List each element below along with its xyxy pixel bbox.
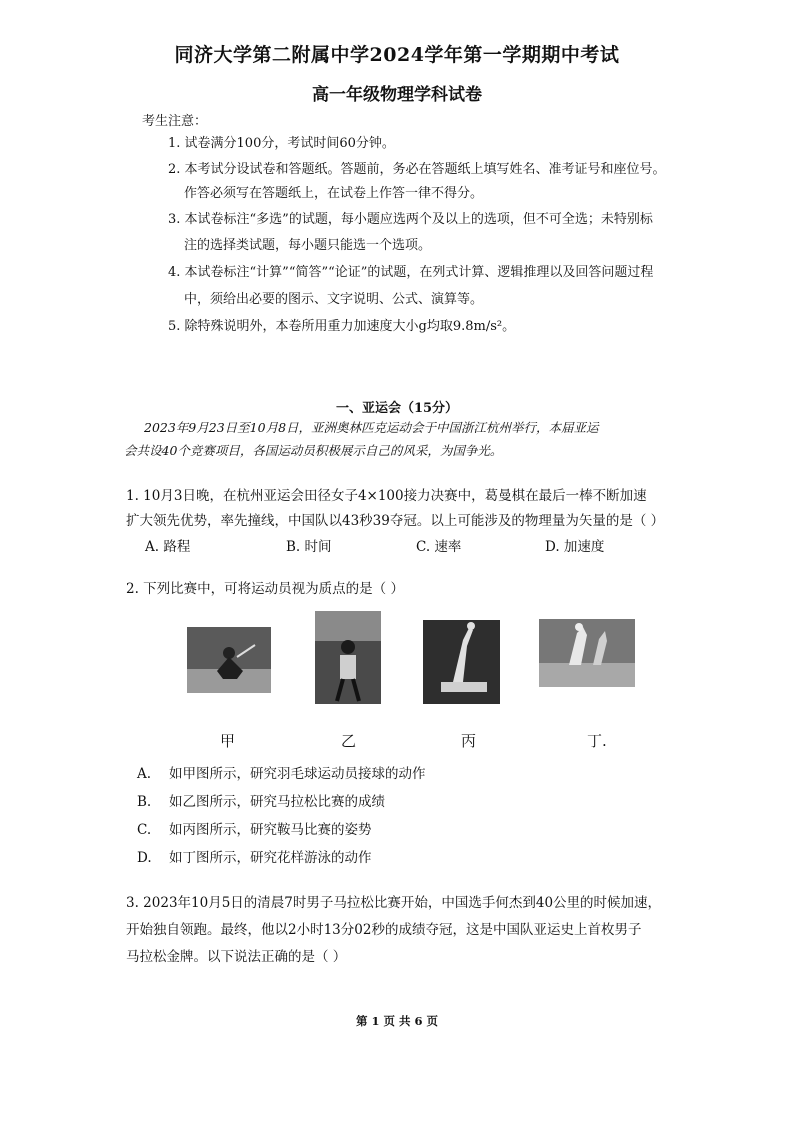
q2-option-a-label: A. [137,766,152,782]
q2-option-b-text: 如乙图所示，研究马拉松比赛的成绩 [169,794,385,810]
photo-caption-yi: 乙 [341,732,357,750]
q1-option-b: B. 时间 [286,539,332,555]
notice-item-5: 5. 除特殊说明外，本卷所用重力加速度大小g均取9.8m/s²。 [168,319,516,334]
question-1-line-2: 扩大领先优势，率先撞线，中国队以43秒39夺冠。以上可能涉及的物理量为矢量的是（ ） [126,513,665,529]
q1-option-a: A. 路程 [145,539,191,555]
q1-option-d: D. 加速度 [545,539,605,555]
q2-option-d-label: D. [137,850,152,866]
exam-title: 同济大学第二附属中学2024学年第一学期期中考试 [174,44,620,66]
notice-item-4-cont: 中，须给出必要的图示、文字说明、公式、演算等。 [184,292,484,307]
question-1-line-1: 1. 10月3日晚，在杭州亚运会田径女子4×100接力决赛中，葛曼棋在最后一棒不断加速 [126,488,647,504]
notice-item-3-cont: 注的选择类试题，每小题只能选一个选项。 [184,238,432,253]
notice-item-1: 1. 试卷满分100分，考试时间60分钟。 [168,136,395,151]
q2-option-c-text: 如丙图所示，研究鞍马比赛的姿势 [169,822,372,838]
notice-heading: 考生注意： [142,114,208,129]
question-3-line-2: 开始独自领跑。最终，他以2小时13分02秒的成绩夺冠，这是中国队亚运史上首枚男子 [126,922,642,938]
section-intro-line-1: 2023年9月23日至10月8日，亚洲奥林匹克运动会于中国浙江杭州举行，本届亚运 [144,420,599,435]
photo-pommel-horse [423,620,500,704]
exam-subtitle: 高一年级物理学科试卷 [312,85,482,105]
section-title: 一、亚运会（15分） [335,401,459,416]
notice-item-3: 3. 本试卷标注“多选”的试题，每小题应选两个及以上的选项，但不可全选；未特别标 [168,212,653,227]
notice-item-2: 2. 本考试分设试卷和答题纸。答题前，务必在答题纸上填写姓名、准考证号和座位号。 [168,162,666,177]
q2-option-a-text: 如甲图所示，研究羽毛球运动员接球的动作 [169,766,426,782]
photo-caption-bing: 丙 [461,732,477,750]
q2-option-c-label: C. [137,822,152,838]
photo-artistic-swimming [539,619,635,687]
question-3-line-1: 3. 2023年10月5日的清晨7时男子马拉松比赛开始，中国选手何杰到40公里的时候加速， [126,895,662,911]
notice-item-4: 4. 本试卷标注“计算”“简答”“论证”的试题，在列式计算、逻辑推理以及回答问题过程 [168,265,654,280]
q2-option-b-label: B. [137,794,152,810]
photo-caption-ding: 丁. [587,732,607,750]
q2-option-b [137,790,385,810]
q2-option-a [137,762,426,782]
q2-option-c [137,818,372,838]
q1-option-c: C. 速率 [416,539,462,555]
notice-item-2-cont: 作答必须写在答题纸上，在试卷上作答一律不得分。 [184,186,484,201]
q2-option-d-text: 如丁图所示，研究花样游泳的动作 [169,850,372,866]
photo-marathon [315,611,381,704]
page-footer: 第 1 页 共 6 页 [355,1014,439,1028]
q2-option-d [137,846,372,866]
question-3-line-3: 马拉松金牌。以下说法正确的是（ ） [126,949,347,965]
photo-badminton [187,627,271,693]
photo-caption-jia: 甲 [220,732,236,750]
section-intro-line-2: 会共设40个竞赛项目，各国运动员积极展示自己的风采，为国争光。 [124,443,503,458]
question-2-stem: 2. 下列比赛中，可将运动员视为质点的是（ ） [126,581,404,597]
